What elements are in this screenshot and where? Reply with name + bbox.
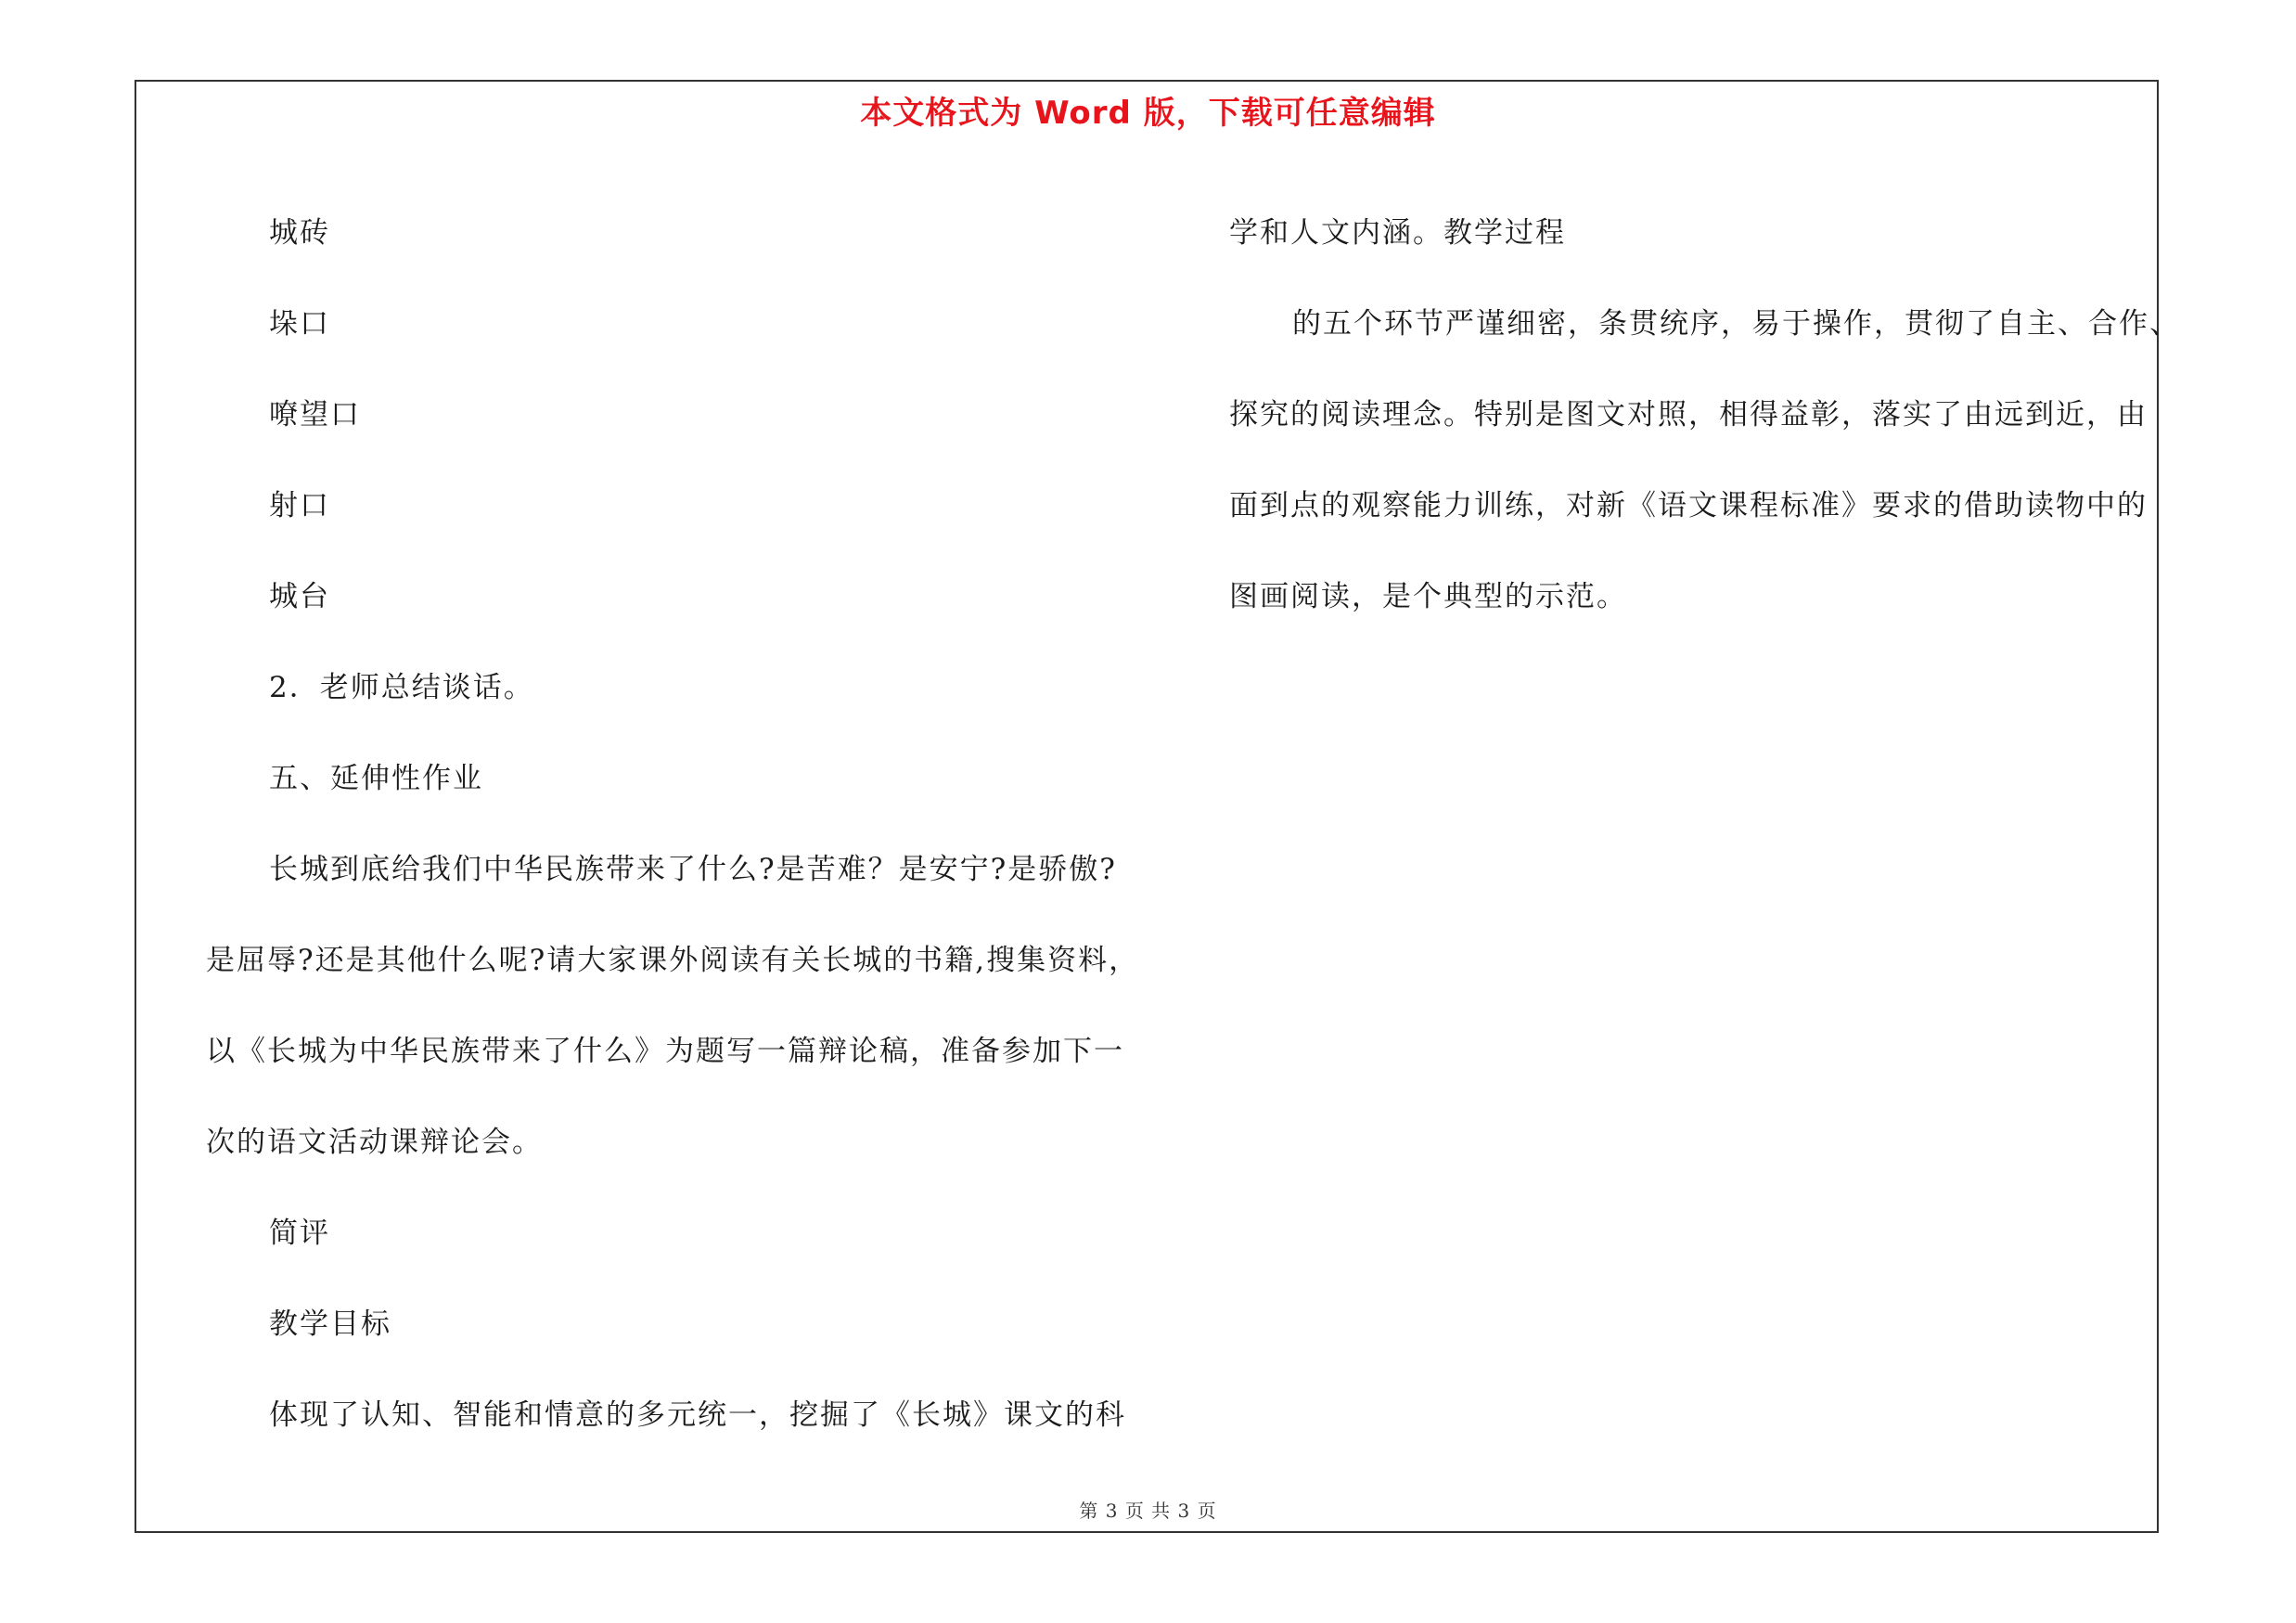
paragraph: 面到点的观察能力训练，对新《语文课程标准》要求的借助读物中的 — [1229, 489, 2148, 522]
paragraph: 体现了认知、智能和情意的多元统一，挖掘了《长城》课文的科 — [269, 1398, 1126, 1432]
section-heading: 简评 — [269, 1217, 330, 1250]
paragraph: 城砖 — [269, 216, 330, 250]
paragraph: 图画阅读，是个典型的示范。 — [1229, 580, 1627, 613]
page-number: 第 3 页 共 3 页 — [1079, 1500, 1217, 1522]
paragraph: 城台 — [269, 580, 330, 613]
paragraph: 嘹望口 — [269, 398, 361, 432]
left-column — [206, 187, 1140, 1461]
paragraph: 长城到底给我们中华民族带来了什么?是苦难？是安宁?是骄傲? — [269, 853, 1117, 886]
paragraph: 以《长城为中华民族带来了什么》为题写一篇辩论稿，准备参加下一 — [206, 1035, 1124, 1068]
paragraph: 探究的阅读理念。特别是图文对照，相得益彰，落实了由远到近，由 — [1229, 398, 2148, 432]
format-banner: 本文格式为 Word 版，下载可任意编辑 — [860, 95, 1436, 132]
paragraph: 垛口 — [269, 307, 330, 341]
paragraph: 射口 — [269, 489, 330, 522]
paragraph: 2．老师总结谈话。 — [269, 671, 534, 704]
right-column — [1229, 187, 2194, 642]
paragraph: 的五个环节严谨细密，条贯统序，易于操作，贯彻了自主、合作、 — [1292, 307, 2180, 341]
section-heading: 五、延伸性作业 — [269, 762, 483, 795]
paragraph: 次的语文活动课辩论会。 — [206, 1126, 543, 1159]
paragraph: 学和人文内涵。教学过程 — [1229, 216, 1566, 250]
section-heading: 教学目标 — [269, 1307, 391, 1341]
paragraph: 是屈辱?还是其他什么呢?请大家课外阅读有关长城的书籍,搜集资料， — [206, 944, 1140, 977]
